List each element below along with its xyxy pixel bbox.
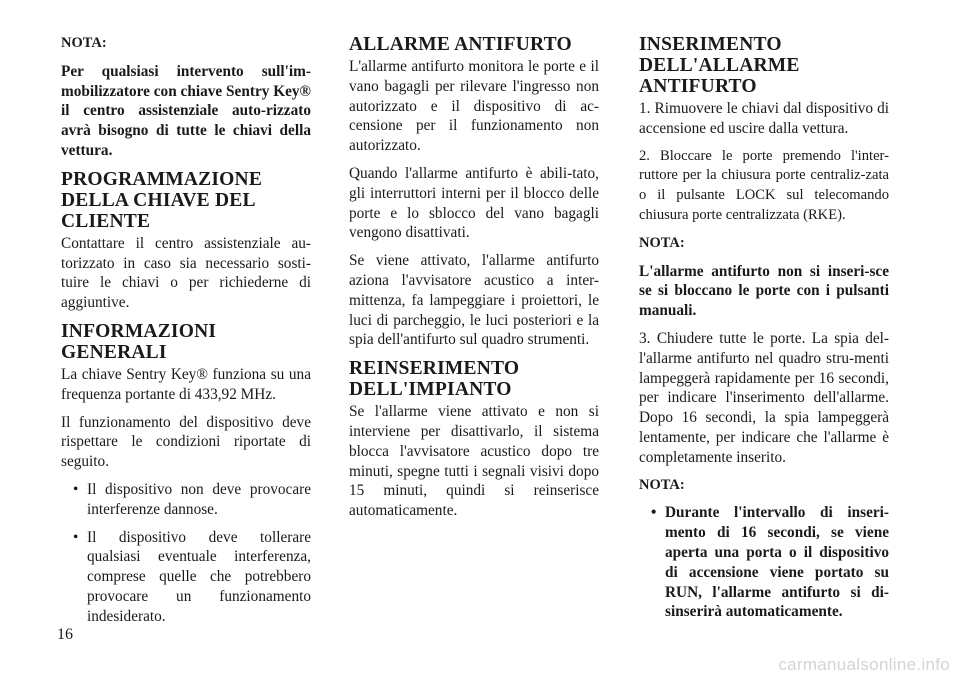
paragraph-allarme-3: Se viene attivato, l'allarme antifurto aziona l'avvisatore acustico a inter-mittenza, fa lampeggiare i proiettori, le luci di parcheggio, le luci posteriori e la spia dell'antifurto sul quadro strumenti. <box>349 252 599 349</box>
column-left <box>61 34 311 635</box>
paragraph-frequenza: La chiave Sentry Key® funziona su una frequenza portante di 433,92 MHz. <box>61 365 311 403</box>
paragraph-reinserimento: Se l'allarme viene attivato e non si interviene per disattivarlo, il sistema blocca l'avvisatore acustico dopo tre minuti, spegne tutti i segnali visivi dopo 15 minuti, quindi si reinserisce automaticamente. <box>349 403 599 520</box>
list-item: • Durante l'intervallo di inseri-mento di 16 secondi, se viene aperta una porta o il dispositivo di accensione viene portato su RUN, l'allarme antifurto si di-sinserirà automaticamente. <box>651 504 889 621</box>
paragraph-programmazione: Contattare il centro assistenziale au-torizzato in caso sia necessario sosti-tuire le chiavi o per richiederne di aggiuntive. <box>61 234 311 312</box>
section-heading-informazioni: INFORMAZIONI GENERALI <box>61 320 217 363</box>
step-2: 2. Bloccare le porte premendo l'inter-ruttore per la chiusura porte centraliz-zata o il pulsante LOCK sul telecomando chiusura porte centralizzata (RKE). <box>639 147 889 223</box>
bullet-icon: • <box>73 480 79 498</box>
paragraph-condizioni: Il funzionamento del dispositivo deve rispettare le condizioni riportate di seguito. <box>61 413 311 471</box>
column-middle <box>349 34 599 529</box>
bullet-list-note <box>639 503 889 622</box>
note-label: NOTA: <box>639 476 685 493</box>
page-number: 16 <box>57 626 73 643</box>
list-item: • Il dispositivo deve tollerare qualsiasi eventuale interferenza, comprese quelle che potrebbero provocare un funzionamento indesiderato. <box>73 528 311 625</box>
bullet-icon: • <box>651 504 657 522</box>
column-right <box>639 34 889 630</box>
paragraph-allarme-1: L'allarme antifurto monitora le porte e il vano bagagli per rilevare l'ingresso non autorizzato e il dispositivo di ac-censione per il funzionamento non autorizzato. <box>349 58 599 155</box>
note-label: NOTA: <box>61 35 107 51</box>
note-text: L'allarme antifurto non si inseri-sce se si bloccano le porte con i pulsanti manuali. <box>639 262 889 320</box>
note-label: NOTA: <box>639 234 685 251</box>
section-heading-reinserimento: REINSERIMENTO DELL'IMPIANTO <box>349 358 520 401</box>
section-heading-allarme: ALLARME ANTIFURTO <box>349 34 572 55</box>
paragraph-allarme-2: Quando l'allarme antifurto è abili-tato, gli interruttori interni per il blocco delle porte e lo sblocco del vano bagagli vengono disattivati. <box>349 164 599 242</box>
step-3: 3. Chiudere tutte le porte. La spia del-l'allarme antifurto nel quadro stru-menti lampeggerà rapidamente per 16 secondi, per indicare l'inserimento dell'allarme. Dopo 16 secondi, la spia lampeggerà lentamente, per indicare che l'allarme è completamente inserito. <box>639 329 889 466</box>
watermark: carmanualsonline.info <box>778 655 950 674</box>
step-1: 1. Rimuovere le chiavi dal dispositivo di accensione ed uscire dalla vettura. <box>639 100 889 137</box>
list-item: • Il dispositivo non deve provocare interferenze dannose. <box>73 480 311 518</box>
note-text: Per qualsiasi intervento sull'im-mobilizzatore con chiave Sentry Key® il centro assistenziale auto-rizzato avrà bisogno di tutte le chiavi della vettura. <box>61 62 311 159</box>
bullet-icon: • <box>73 528 79 546</box>
bullet-list-condizioni <box>61 480 311 627</box>
section-heading-programmazione: PROGRAMMAZIONE DELLA CHIAVE DEL CLIENTE <box>61 168 263 232</box>
section-heading-inserimento: INSERIMENTO DELL'ALLARME ANTIFURTO <box>639 34 800 97</box>
